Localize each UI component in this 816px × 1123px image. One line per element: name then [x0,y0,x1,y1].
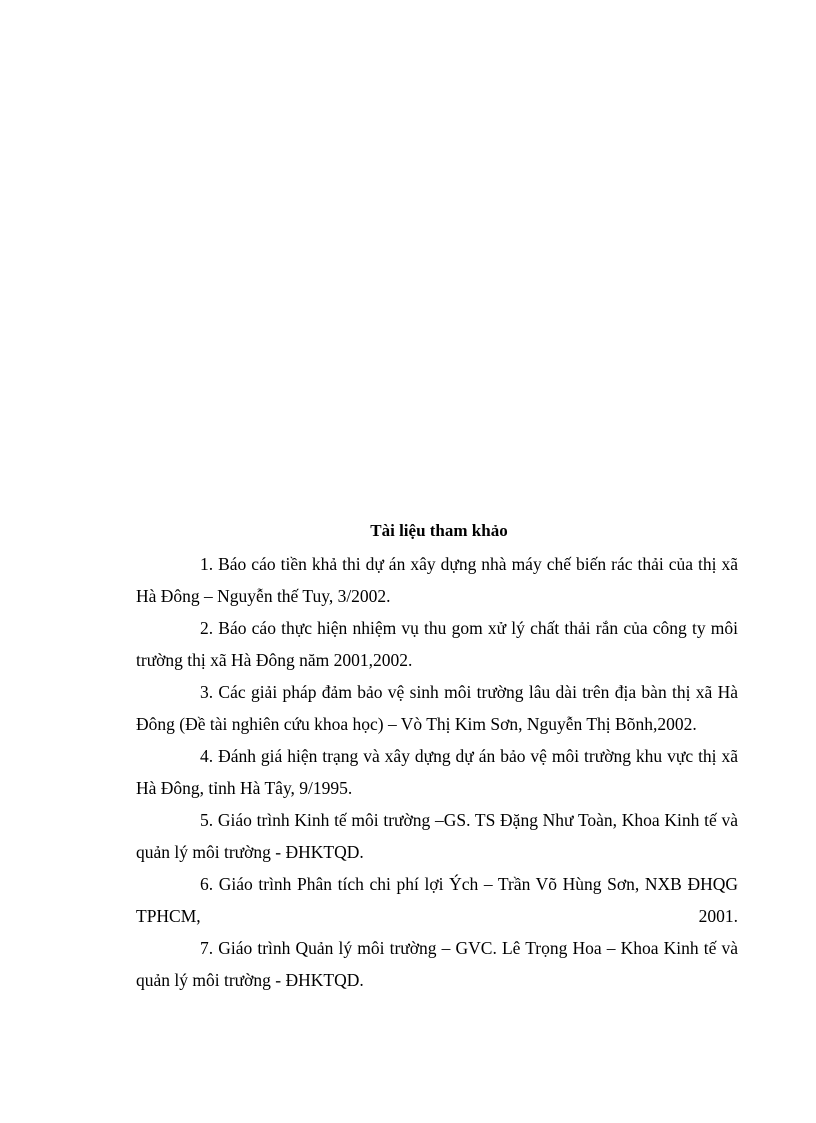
reference-3-line-2: Hà Đông (Đề tài nghiên cứu khoa học) – Vò Thị Kim Sơn, Nguyễn Thị [136,682,739,734]
reference-item-4 [136,740,738,804]
reference-4-line-1: 4. Đánh giá hiện trạng và xây dựng dự án bảo vệ môi trường khu vực [200,746,694,766]
reference-2-line-2: môi trường thị xã Hà Đông năm 2001,2002. [136,618,739,670]
reference-item-7 [136,932,738,996]
reference-5-line-2: tế và quản lý môi trường - ĐHKTQD. [136,810,738,862]
references-section [136,516,738,996]
reference-6-line-1: 6. Giáo trình Phân tích chi phí lợi Ých – Trần Võ Hùng Sơn, NXB [200,874,682,894]
reference-3-line-3: Bõnh,2002. [615,714,697,734]
reference-4-line-2: thị xã Hà Đông, tỉnh Hà Tây, 9/1995. [136,746,738,798]
reference-5-line-1: 5. Giáo trình Kinh tế môi trường –GS. TS Đặng Như Toàn, Khoa Kinh [200,810,700,830]
reference-1-line-1: 1. Báo cáo tiền khả thi dự án xây dựng nhà máy chế biến rác thải của [200,554,693,574]
reference-7-line-1: 7. Giáo trình Quản lý môi trường – GVC. Lê Trọng Hoa – Khoa Kinh [200,938,699,958]
reference-1-line-2: thị xã Hà Đông – Nguyễn thế Tuy, 3/2002. [136,554,738,606]
reference-3-line-1: 3. Các giải pháp đảm bảo vệ sinh môi trường lâu dài trên địa bàn thị xã [200,682,713,702]
reference-6-line-2: ĐHQG TPHCM, 2001. [136,874,739,926]
reference-item-3 [136,676,738,740]
reference-item-1 [136,548,738,612]
reference-2-line-1: 2. Báo cáo thực hiện nhiệm vụ thu gom xử lý chất thải rắn của công ty [200,618,706,638]
reference-item-5 [136,804,738,868]
reference-item-6 [136,868,738,932]
reference-item-2 [136,612,738,676]
references-title: Tài liệu tham khảo [370,521,508,540]
reference-7-line-2: tế và quản lý môi trường - ĐHKTQD. [136,938,739,990]
